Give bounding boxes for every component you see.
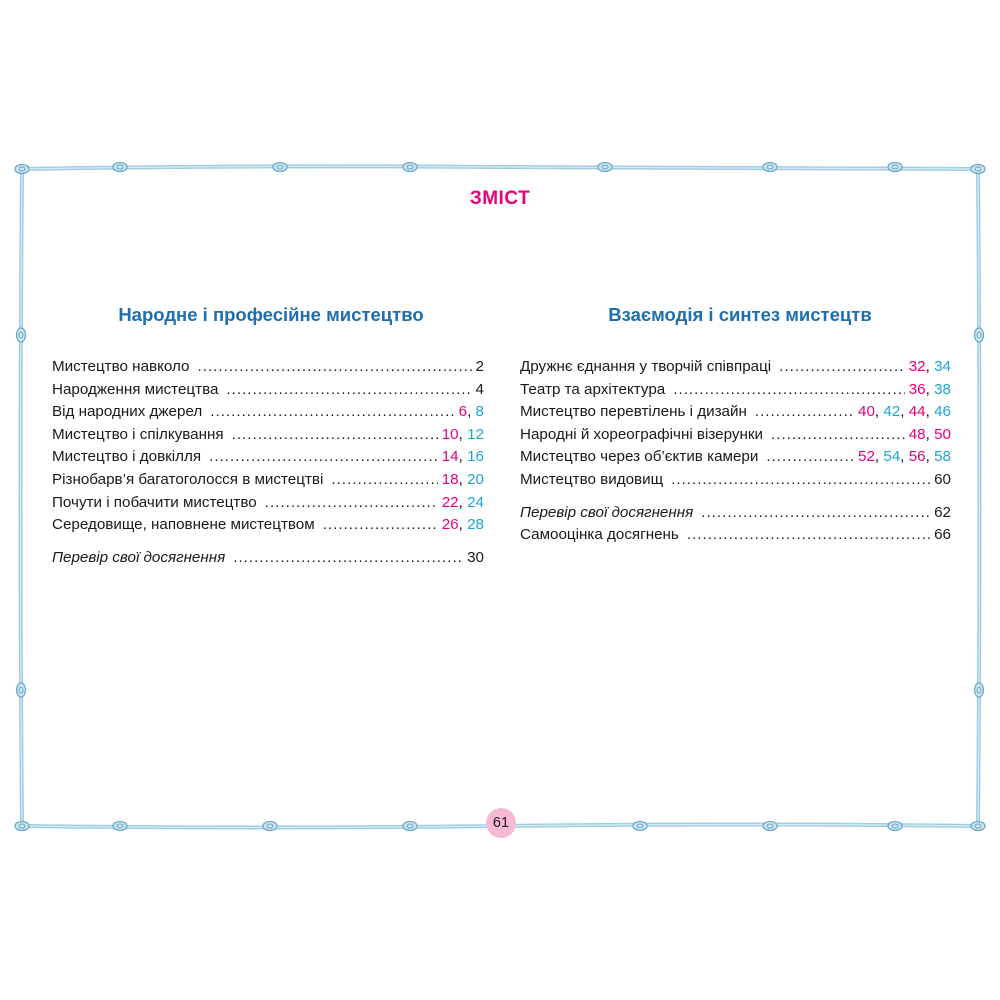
dot-leader xyxy=(323,514,438,537)
page-number: 44 xyxy=(908,403,926,421)
rope-knot xyxy=(403,163,417,172)
toc-entry-pages: 52, 54, 56, 58 xyxy=(858,448,951,466)
toc-entry-title: Середовище, наповнене мистецтвом xyxy=(52,516,315,534)
page-number: 32 xyxy=(908,358,926,375)
toc-entry-pages: 14, 16 xyxy=(441,448,484,466)
toc-entry xyxy=(52,492,484,515)
toc-entry-title: Театр та архітектура xyxy=(520,380,666,398)
toc-entry xyxy=(520,502,951,525)
dot-leader xyxy=(701,502,930,525)
page-number: 60 xyxy=(934,470,951,488)
toc-entry-pages xyxy=(934,502,951,525)
toc-entry-pages xyxy=(476,356,484,379)
page-number: 30 xyxy=(467,548,484,566)
toc-entry-title: Мистецтво перевтілень і дизайн xyxy=(520,403,747,421)
rope-knot xyxy=(263,822,277,831)
dot-leader xyxy=(755,401,854,424)
toc-entry-title: Перевір свої досягнення xyxy=(52,548,226,566)
page-number: 14 xyxy=(441,448,459,466)
rope-knot xyxy=(888,163,902,172)
dot-leader xyxy=(209,446,438,469)
page-number: 12 xyxy=(467,425,484,443)
page-number: 26 xyxy=(441,516,459,534)
page-number: 4 xyxy=(475,380,484,398)
dot-leader xyxy=(233,547,463,570)
toc-entry xyxy=(52,514,484,537)
toc-entry-pages: 18, 20 xyxy=(441,470,484,488)
dot-leader xyxy=(779,356,905,379)
page-number: 42 xyxy=(883,403,901,421)
toc-entry-title: Мистецтво через об’єктив камери xyxy=(520,448,759,466)
toc-entry-title: Почути і побачити мистецтво xyxy=(52,493,257,511)
toc-entry-title: Мистецтво видовищ xyxy=(520,470,664,488)
toc-entry-title: Самооцінка досягнень xyxy=(520,526,679,544)
rope-knot xyxy=(763,163,777,172)
toc-entry xyxy=(520,379,951,402)
toc-entry xyxy=(52,424,484,447)
toc-entry-pages xyxy=(934,524,951,547)
dot-leader xyxy=(331,469,437,492)
toc-entry-title: Різнобарв’я багатоголосся в мистецтві xyxy=(52,470,324,488)
toc-entry xyxy=(520,446,951,469)
rope-knot xyxy=(888,822,902,831)
toc-entry xyxy=(52,446,484,469)
toc-entry xyxy=(520,356,951,379)
page-number: 36 xyxy=(908,380,926,398)
toc-entry-title: Мистецтво і довкілля xyxy=(52,448,202,466)
page-number: 18 xyxy=(441,470,459,488)
rope-knot xyxy=(403,822,417,831)
page-number: 22 xyxy=(441,493,459,511)
dot-leader xyxy=(673,379,904,402)
dot-leader xyxy=(226,379,471,402)
section-heading-interaction-synthesis: Взаємодія і синтез мистецтв xyxy=(608,304,872,325)
page-number: 56 xyxy=(908,448,926,466)
toc-entry-title: Мистецтво і спілкування xyxy=(52,425,224,443)
page-number: 66 xyxy=(934,526,951,544)
page-number: 40 xyxy=(858,403,875,421)
page-number: 6 xyxy=(458,403,468,421)
toc-entry xyxy=(52,401,484,424)
rope-knot xyxy=(633,822,647,831)
rope-knot xyxy=(113,163,127,172)
toc-entry-pages: 6, 8 xyxy=(458,403,484,421)
toc-entry xyxy=(520,424,951,447)
rope-knot xyxy=(971,822,985,831)
toc-entry-title: Дружнє єднання у творчій співпраці xyxy=(520,358,772,375)
page-number: 48 xyxy=(908,425,926,443)
toc-entry xyxy=(520,524,951,547)
dot-leader xyxy=(766,446,854,469)
page-number: 34 xyxy=(934,358,951,375)
page-number: 2 xyxy=(475,358,484,375)
toc-entry-title: Народження мистецтва xyxy=(52,380,219,398)
page-number: 46 xyxy=(934,403,951,421)
rope-knot xyxy=(15,165,29,174)
rope-knot xyxy=(971,165,985,174)
page-number: 20 xyxy=(467,470,484,488)
toc-entry-pages xyxy=(467,547,484,570)
rope-knot xyxy=(763,822,777,831)
rope-knot xyxy=(15,822,29,831)
toc-entry-pages: 40, 42, 44, 46 xyxy=(858,403,951,421)
toc-entry-pages: 48, 50 xyxy=(908,425,951,443)
toc-right-column xyxy=(520,356,951,547)
toc-entry-pages: 32, 34 xyxy=(908,358,951,375)
toc-entry xyxy=(520,401,951,424)
toc-entry-pages: 36, 38 xyxy=(908,380,951,398)
toc-entry-title: Перевір свої досягнення xyxy=(520,503,694,521)
toc-entry-pages: 10, 12 xyxy=(441,425,484,443)
page-number: 24 xyxy=(467,493,484,511)
page-number-badge: 61 xyxy=(486,808,516,838)
page-number: 62 xyxy=(934,503,951,521)
page-number: 10 xyxy=(441,425,459,443)
section-heading-folk-professional-art: Народне і професійне мистецтво xyxy=(118,304,424,325)
toc-entry xyxy=(52,547,484,570)
toc-entry-pages: 22, 24 xyxy=(441,493,484,511)
page-number: 38 xyxy=(934,380,951,398)
page-number: 50 xyxy=(934,425,951,443)
page-number: 28 xyxy=(467,516,484,534)
toc-entry-title: Народні й хореографічні візерунки xyxy=(520,425,763,443)
toc-entry xyxy=(52,469,484,492)
dot-leader xyxy=(198,356,472,379)
toc-entry-pages xyxy=(934,469,951,492)
rope-knot xyxy=(113,822,127,831)
dot-leader xyxy=(671,469,930,492)
toc-entry-pages: 26, 28 xyxy=(441,516,484,534)
rope-knot xyxy=(975,328,984,342)
dot-leader xyxy=(771,424,905,447)
rope-knot xyxy=(975,683,984,697)
page-number: 52 xyxy=(858,448,875,466)
dot-leader xyxy=(210,401,454,424)
page-title: ЗМІСТ xyxy=(469,188,531,209)
toc-left-column xyxy=(52,356,484,569)
dot-leader xyxy=(687,524,930,547)
toc-entry xyxy=(52,356,484,379)
dot-leader xyxy=(232,424,438,447)
page-number: 58 xyxy=(934,448,951,466)
toc-entry-title: Мистецтво навколо xyxy=(52,358,190,375)
page-number: 8 xyxy=(475,403,484,421)
rope-knot xyxy=(273,163,287,172)
page-number: 54 xyxy=(883,448,901,466)
rope-knot xyxy=(17,328,26,342)
dot-leader xyxy=(265,492,438,515)
toc-entry xyxy=(520,469,951,492)
rope-knot xyxy=(17,683,26,697)
rope-knot xyxy=(598,163,612,172)
toc-entry-title: Від народних джерел xyxy=(52,403,203,421)
toc-entry-pages xyxy=(476,379,484,402)
page-number: 16 xyxy=(467,448,484,466)
toc-entry xyxy=(52,379,484,402)
